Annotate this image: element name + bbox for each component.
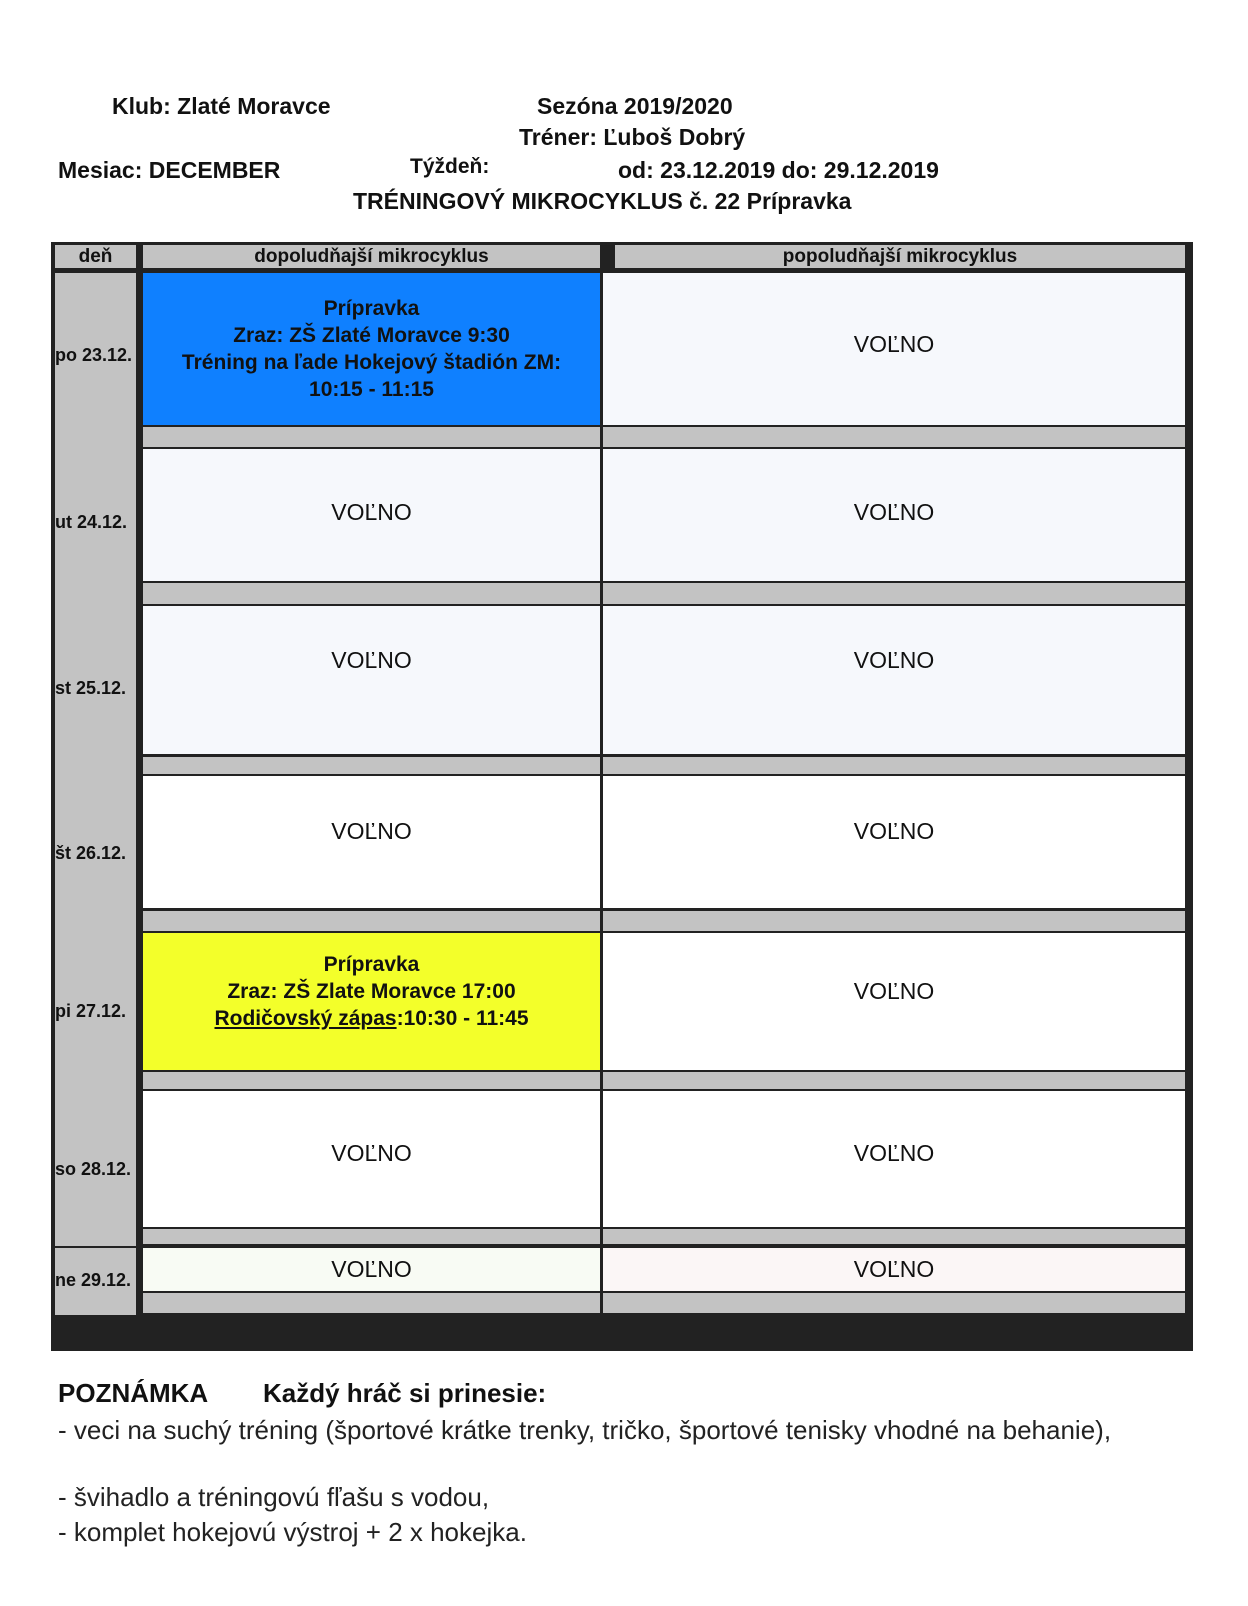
row-strip xyxy=(143,427,600,447)
day-cell xyxy=(55,449,136,606)
day-label: so 28.12. xyxy=(55,1159,132,1179)
meeting-info: Zraz: ZŠ Zlaté Moravce 9:30 xyxy=(233,324,510,347)
row-strip xyxy=(143,1293,600,1313)
morning-slot xyxy=(143,933,600,1070)
note-subtitle: Každý hráč si prinesie: xyxy=(263,1378,547,1408)
note-item: - švihadlo a tréningovú fľašu s vodou, xyxy=(58,1482,490,1512)
afternoon-slot: VOĽNO xyxy=(603,1091,1185,1227)
afternoon-slot: VOĽNO xyxy=(603,273,1185,425)
meeting-info: Zraz: ZŠ Zlate Moravce 17:00 xyxy=(227,980,516,1003)
match-info xyxy=(214,1005,528,1032)
afternoon-slot: VOĽNO xyxy=(603,606,1185,754)
schedule-table xyxy=(51,242,1193,1351)
match-name: Rodičovský zápas xyxy=(214,1007,397,1030)
training-info: Tréning na ľade Hokejový štadión ZM: xyxy=(181,351,562,374)
group-name: Prípravka xyxy=(323,953,420,976)
note-item: - veci na suchý tréning (športové krátke trenky, tričko, športové tenisky vhodné na behanie), xyxy=(58,1415,1112,1445)
month-label: Mesiac: DECEMBER xyxy=(58,157,281,183)
row-strip xyxy=(603,427,1185,447)
note-title: POZNÁMKA xyxy=(58,1378,209,1408)
day-label: st 25.12. xyxy=(55,678,127,698)
day-cell xyxy=(55,1248,136,1315)
row-strip xyxy=(143,583,600,604)
row-strip xyxy=(603,1229,1185,1244)
row-strip xyxy=(143,1072,600,1089)
afternoon-slot: VOĽNO xyxy=(603,933,1185,1070)
row-strip xyxy=(143,757,600,774)
morning-slot: VOĽNO xyxy=(143,449,600,581)
morning-slot xyxy=(143,273,600,425)
row-strip xyxy=(603,1293,1185,1313)
day-label: ne 29.12. xyxy=(55,1270,132,1290)
morning-slot: VOĽNO xyxy=(143,776,600,908)
week-label: Týždeň: xyxy=(410,155,490,178)
row-strip xyxy=(143,911,600,931)
document-title: TRÉNINGOVÝ MIKROCYKLUS č. 22 Prípravka xyxy=(353,188,852,214)
match-time: :10:30 - 11:45 xyxy=(396,1007,529,1030)
coach-label: Tréner: Ľuboš Dobrý xyxy=(519,124,746,150)
row-strip xyxy=(603,583,1185,604)
morning-slot: VOĽNO xyxy=(143,1248,600,1291)
row-strip xyxy=(143,1229,600,1244)
training-time: 10:15 - 11:15 xyxy=(309,378,434,401)
column-header-afternoon: popoludňajší mikrocyklus xyxy=(615,245,1185,268)
day-label: po 23.12. xyxy=(55,345,133,365)
day-cell xyxy=(55,606,136,776)
day-cell xyxy=(55,776,136,933)
afternoon-slot: VOĽNO xyxy=(603,449,1185,581)
row-strip xyxy=(603,757,1185,774)
group-name: Prípravka xyxy=(323,297,420,320)
season-label: Sezóna 2019/2020 xyxy=(537,93,733,119)
note-item: - komplet hokejovú výstroj + 2 x hokejka. xyxy=(58,1517,527,1547)
week-range: od: 23.12.2019 do: 29.12.2019 xyxy=(618,157,939,183)
afternoon-slot: VOĽNO xyxy=(603,1248,1185,1291)
row-strip xyxy=(603,1072,1185,1089)
day-label: ut 24.12. xyxy=(55,512,128,532)
day-label: pi 27.12. xyxy=(55,1001,127,1021)
day-cell xyxy=(55,933,136,1091)
day-label: št 26.12. xyxy=(55,843,127,863)
column-header-morning: dopoludňajší mikrocyklus xyxy=(143,245,600,268)
club-label: Klub: Zlaté Moravce xyxy=(112,93,331,119)
day-cell xyxy=(55,1091,136,1246)
row-strip xyxy=(603,911,1185,931)
column-header-day: deň xyxy=(55,245,136,268)
morning-slot: VOĽNO xyxy=(143,1091,600,1227)
afternoon-slot: VOĽNO xyxy=(603,776,1185,908)
morning-slot: VOĽNO xyxy=(143,606,600,754)
day-cell xyxy=(55,273,136,449)
